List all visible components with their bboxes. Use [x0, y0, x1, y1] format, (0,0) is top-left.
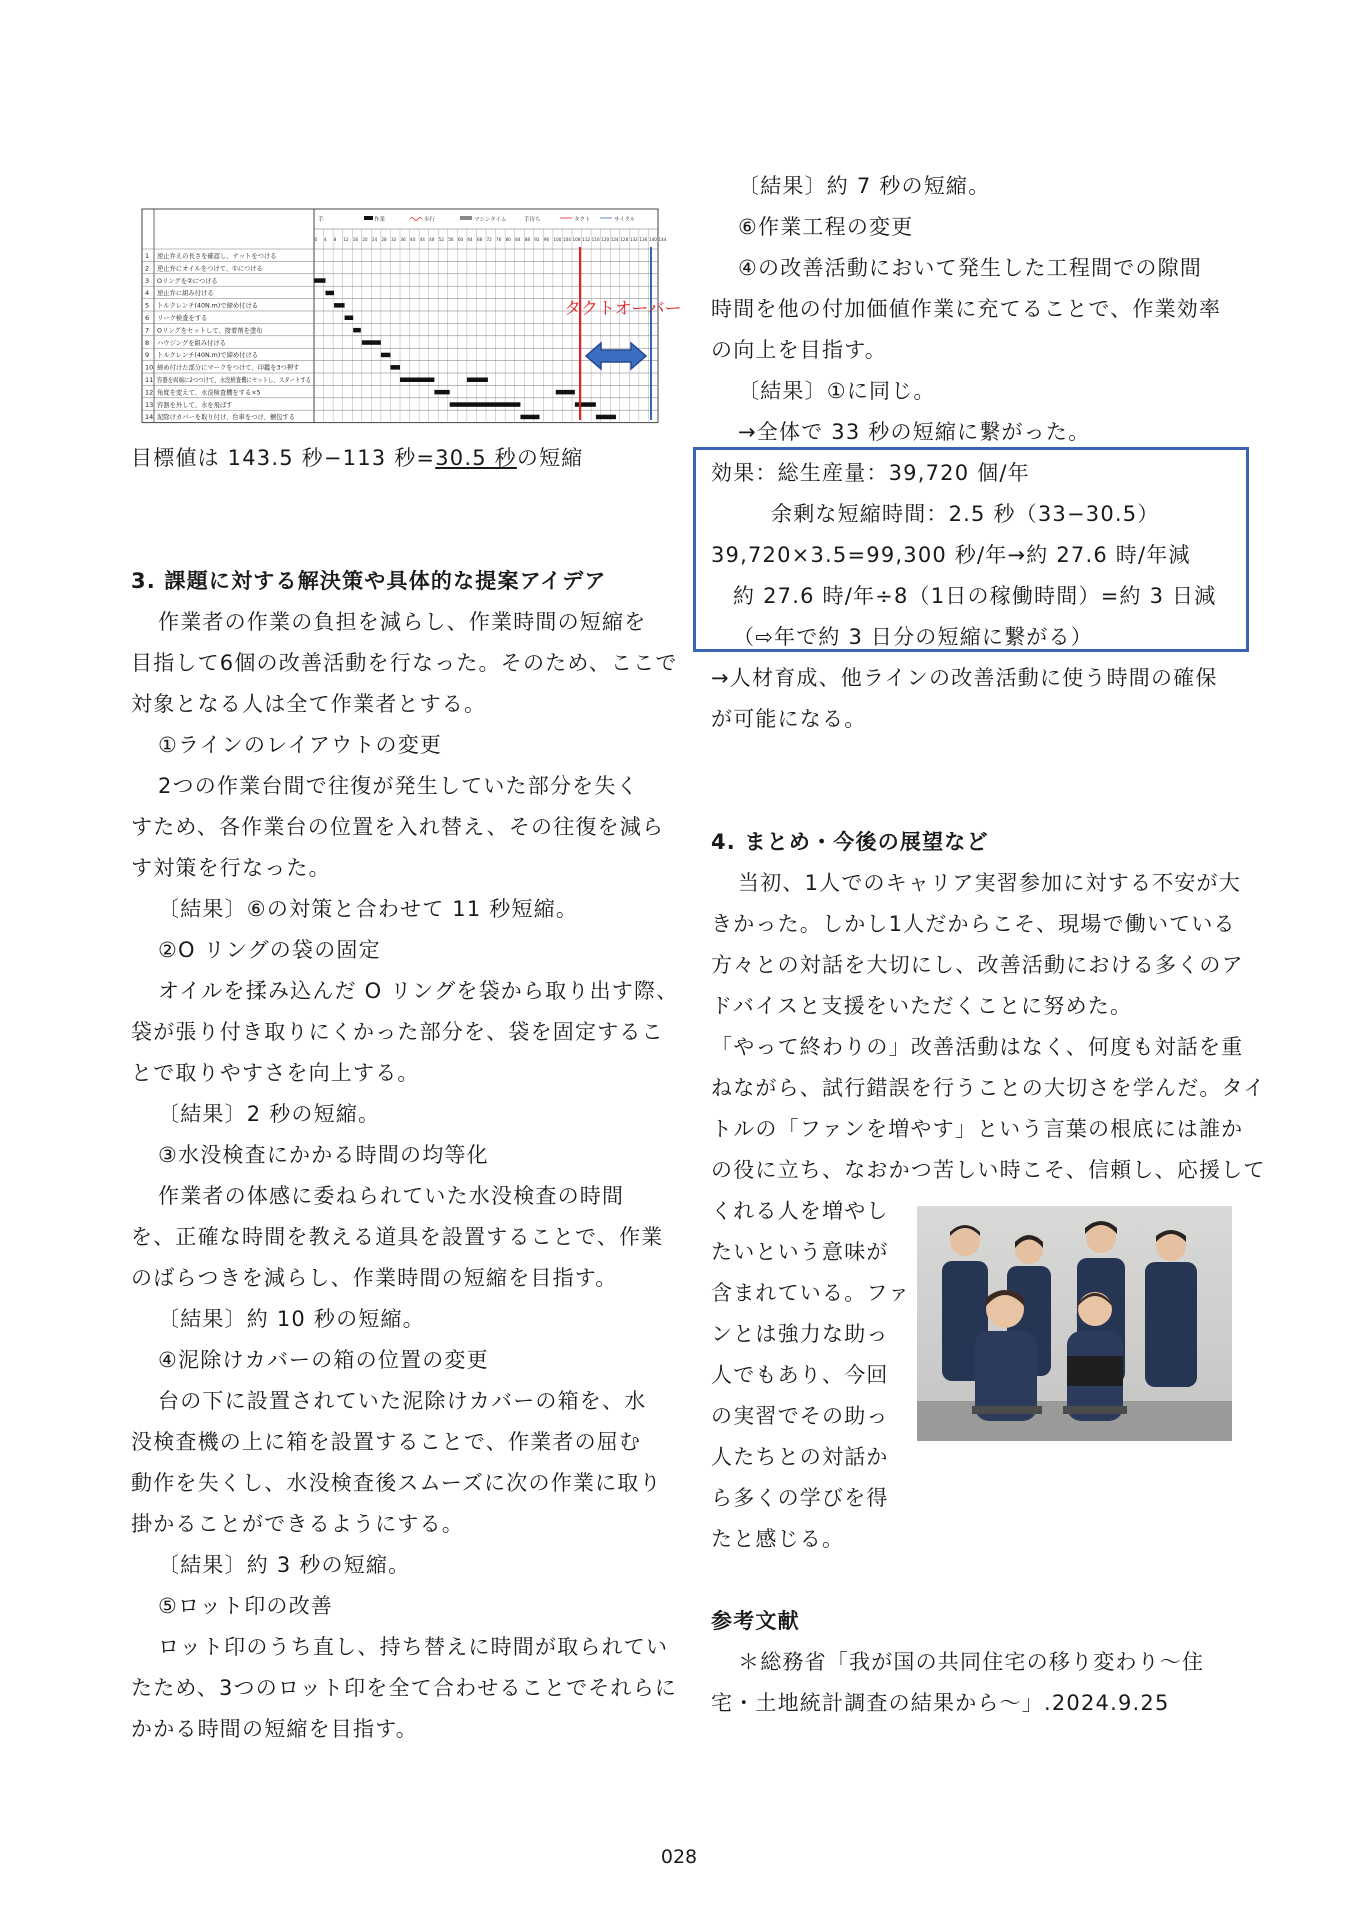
subheading-1: ①ラインのレイアウトの変更	[158, 733, 443, 757]
gantt-task-label: Oリングを②につける	[157, 277, 218, 285]
body-line: が可能になる。	[711, 707, 867, 731]
gantt-task-label: トルクレンチ(40N.m)で締め付ける	[157, 352, 259, 360]
gantt-time-tick: 68	[476, 237, 483, 242]
gantt-task-label: 容器を外して、水を飛ばす	[157, 401, 233, 409]
body-line: 人たちとの対話か	[711, 1445, 889, 1469]
gantt-legend-label: 作業	[374, 217, 386, 223]
gantt-task-label: 泥除けカバーを取り付け、台車をつけ、梱包する	[157, 414, 296, 422]
body-line: ドバイスと支援をいただくことに努めた。	[711, 994, 1133, 1018]
gantt-bar	[556, 390, 575, 395]
body-line: きかった。しかし1人だからこそ、現場で働いている	[711, 912, 1236, 936]
reference-line: 宅・土地統計調査の結果から～」.2024.9.25	[711, 1691, 1170, 1715]
gantt-time-tick: 20	[362, 237, 368, 242]
result-line: →全体で 33 秒の短縮に繋がった。	[738, 420, 1091, 444]
body-line: かかる時間の短縮を目指す。	[131, 1717, 418, 1741]
gantt-time-tick: 92	[534, 237, 540, 242]
target-value-underlined: 30.5 秒	[435, 446, 517, 470]
gantt-time-tick: 120	[601, 237, 610, 242]
subheading-3: ③水没検査にかかる時間の均等化	[158, 1143, 489, 1167]
gantt-time-tick: 116	[591, 237, 600, 242]
gantt-time-tick: 8	[333, 237, 337, 242]
subheading-2: ②O リングの袋の固定	[158, 938, 381, 962]
body-line: たいという意味が	[711, 1240, 889, 1264]
gantt-chart-figure	[140, 207, 682, 445]
gantt-task-label: 締め付けた部分にマークをつけて、印鑑を3つ押す	[157, 364, 300, 372]
gantt-task-number: 5	[145, 301, 150, 310]
gantt-task-number: 9	[145, 351, 150, 360]
gantt-task-number: 2	[145, 264, 150, 273]
effect-line: 効果：総生産量：39,720 個/年	[711, 461, 1030, 485]
effect-line: 余剰な短縮時間：2.5 秒（33−30.5）	[771, 502, 1160, 526]
gantt-legend-label: 手待ち	[524, 217, 541, 223]
body-line: 掛かることができるようにする。	[131, 1512, 464, 1536]
body-line: 方々との対話を大切にし、改善活動における多くのア	[711, 953, 1244, 977]
gantt-task-number: 10	[145, 363, 154, 372]
body-line: とで取りやすさを向上する。	[131, 1061, 420, 1085]
gantt-bar	[362, 340, 381, 345]
body-line: 「やって終わりの」改善活動はなく、何度も対話を重	[711, 1035, 1244, 1059]
gantt-task-label: 角度を変えて、水没検査機をする×5	[157, 389, 261, 397]
body-line: す対策を行なった。	[131, 856, 331, 880]
body-line: のばらつきを減らし、作業時間の短縮を目指す。	[131, 1266, 618, 1290]
gantt-bar	[575, 402, 596, 407]
body-line: ら多くの学びを得	[711, 1486, 889, 1510]
gantt-time-tick: 12	[343, 237, 349, 242]
body-line: 目指して6個の改善活動を行なった。そのため、ここで	[131, 651, 678, 675]
subheading-5: ⑤ロット印の改善	[158, 1594, 334, 1618]
gantt-time-tick: 136	[639, 237, 648, 242]
gantt-legend-label: タクト	[574, 217, 591, 223]
gantt-time-tick: 24	[371, 237, 378, 242]
takt-over-label: タクトオーバー	[564, 299, 682, 319]
result-line: 〔結果〕約 3 秒の短縮。	[158, 1553, 411, 1577]
gantt-task-number: 11	[145, 376, 154, 384]
body-line: ンとは強力な助っ	[711, 1322, 889, 1346]
body-line: すため、各作業台の位置を入れ替え、その往復を減ら	[131, 815, 665, 839]
result-line: 〔結果〕2 秒の短縮。	[158, 1102, 381, 1126]
body-line: 人でもあり、今回	[711, 1363, 889, 1387]
gantt-legend-label: 歩行	[424, 217, 436, 223]
gantt-time-tick: 140	[648, 237, 657, 242]
gantt-time-tick: 112	[582, 237, 591, 242]
group-photo-image	[917, 1206, 1232, 1441]
gantt-bar	[450, 402, 521, 407]
gantt-bar	[345, 316, 354, 321]
gantt-bar	[314, 278, 325, 283]
gantt-time-tick: 56	[448, 237, 454, 242]
gantt-time-tick: 28	[381, 237, 387, 242]
gantt-bar	[400, 378, 434, 383]
gantt-task-label: 逆止弁にオイルをつけて、①につける	[157, 265, 263, 273]
target-value-line: 目標値は 143.5 秒−113 秒=30.5 秒の短縮	[131, 446, 584, 470]
gantt-time-tick: 32	[390, 237, 397, 242]
gantt-time-tick: 84	[515, 237, 521, 242]
gantt-task-label: ハウジングを組み付ける	[157, 339, 226, 347]
body-line: 袋が張り付き取りにくかった部分を、袋を固定するこ	[131, 1020, 664, 1044]
body-line: 対象となる人は全て作業者とする。	[131, 692, 487, 716]
right-column	[711, 166, 1266, 1724]
gantt-bar	[334, 303, 345, 308]
gantt-task-number: 12	[145, 388, 154, 397]
gantt-task-number: 1	[145, 252, 150, 260]
gantt-time-tick: 0	[314, 237, 318, 242]
body-line: くれる人を増やし	[711, 1199, 889, 1223]
gantt-bar	[381, 353, 391, 358]
gantt-task-number: 13	[145, 400, 154, 409]
gantt-time-tick: 16	[352, 237, 359, 242]
gantt-time-tick: 88	[524, 237, 531, 242]
body-line: 含まれている。ファ	[711, 1281, 911, 1305]
gantt-bar	[390, 365, 400, 370]
references-heading: 参考文献	[711, 1609, 800, 1633]
section-4-heading: 4. まとめ・今後の展望など	[711, 830, 989, 854]
result-line: 〔結果〕約 7 秒の短縮。	[738, 174, 991, 198]
gantt-time-tick: 60	[457, 237, 464, 242]
gantt-task-number: 8	[145, 338, 150, 347]
reference-line: ＊総務省「我が国の共同住宅の移り変わり～住	[738, 1650, 1205, 1674]
body-line: 2つの作業台間で往復が発生していた部分を失く	[158, 774, 639, 798]
gantt-time-tick: 80	[505, 237, 511, 242]
body-line: を、正確な時間を教える道具を設置することで、作業	[131, 1225, 664, 1249]
gantt-task-number: 3	[145, 276, 150, 285]
gantt-time-tick: 64	[467, 237, 473, 242]
gantt-task-label: 逆止弁に組み付ける	[157, 290, 214, 298]
body-line: 当初、1人でのキャリア実習参加に対する不安が大	[738, 871, 1241, 895]
body-line: 作業者の作業の負担を減らし、作業時間の短縮を	[158, 610, 647, 634]
body-line: たため、3つのロット印を全て合わせることでそれらに	[131, 1676, 678, 1700]
body-line: オイルを揉み込んだ O リングを袋から取り出す際、	[158, 979, 679, 1003]
gantt-time-tick: 96	[543, 237, 550, 242]
gantt-time-tick: 40	[410, 237, 416, 242]
gantt-time-tick: 76	[496, 237, 502, 242]
body-line: たと感じる。	[711, 1527, 845, 1551]
subheading-6: ⑥作業工程の変更	[738, 215, 914, 239]
body-line: 動作を失くし、水没検査後スムーズに次の作業に取り	[131, 1471, 662, 1495]
body-line: →人材育成、他ラインの改善活動に使う時間の確保	[711, 666, 1218, 690]
body-line: の向上を目指す。	[711, 338, 887, 362]
body-line: 台の下に設置されていた泥除けカバーの箱を、水	[158, 1389, 647, 1413]
body-line: の役に立ち、なおかつ苦しい時こそ、信頼し、応援して	[711, 1158, 1266, 1182]
gantt-time-tick: 104	[562, 237, 571, 242]
gantt-legend-label: サイクル	[614, 217, 636, 223]
group-photo	[917, 1206, 1232, 1441]
gantt-task-label: 逆止弁えの長さを確認し、ナットをつける	[157, 253, 277, 260]
result-line: 〔結果〕約 10 秒の短縮。	[158, 1307, 425, 1331]
gantt-task-number: 7	[145, 326, 150, 335]
gantt-time-tick: 72	[486, 237, 492, 242]
gantt-task-label: トルクレンチ(40N.m)で締め付ける	[157, 302, 259, 310]
gantt-time-tick: 132	[629, 237, 638, 242]
gantt-time-tick: 144	[658, 237, 667, 242]
body-line: 時間を他の付加価値作業に充てることで、作業効率	[711, 297, 1222, 321]
gantt-time-tick: 124	[610, 237, 619, 242]
gantt-bar	[520, 415, 539, 420]
effect-line: 39,720×3.5=99,300 秒/年→約 27.6 時/年減	[711, 543, 1191, 567]
body-line: 作業者の体感に委ねられていた水没検査の時間	[158, 1184, 625, 1208]
gantt-task-label: リーク検査をする	[157, 315, 208, 322]
gantt-legend-label: マシンタイム	[474, 217, 507, 223]
gantt-time-tick: 128	[620, 237, 629, 242]
gantt-time-tick: 108	[572, 237, 581, 242]
gantt-bar	[353, 328, 361, 333]
gantt-bar	[434, 390, 449, 395]
gantt-time-tick: 36	[400, 237, 406, 242]
effect-line: （⇨年で約 3 日分の短縮に繋がる）	[733, 625, 1093, 649]
gantt-legend-label: 手	[318, 217, 324, 223]
gantt-bar	[596, 415, 616, 420]
body-line: ④の改善活動において発生した工程間での隙間	[738, 256, 1203, 280]
gantt-chart-svg	[140, 207, 682, 445]
gantt-time-tick: 48	[429, 237, 435, 242]
page-number: 028	[660, 1846, 698, 1868]
gantt-time-tick: 4	[324, 237, 327, 242]
body-line: ロット印のうち直し、持ち替えに時間が取られてい	[158, 1635, 669, 1659]
subheading-4: ④泥除けカバーの箱の位置の変更	[158, 1348, 489, 1372]
left-column	[131, 438, 679, 1750]
gantt-task-label: 容器を両端に2つつけて、水没検査機にセットし、スタートする	[157, 377, 338, 384]
gantt-bar	[325, 291, 334, 296]
gantt-task-label: Oリングをセットして、接着剤を塗布	[157, 327, 263, 335]
body-line: ねながら、試行錯誤を行うことの大切さを学んだ。タイ	[711, 1076, 1266, 1100]
body-line: 没検査機の上に箱を設置することで、作業者の屈む	[131, 1430, 642, 1454]
gantt-time-tick: 100	[553, 237, 562, 242]
result-line: 〔結果〕①に同じ。	[738, 379, 936, 403]
result-line: 〔結果〕⑥の対策と合わせて 11 秒短縮。	[158, 897, 579, 921]
gantt-time-tick: 44	[419, 237, 425, 242]
gantt-time-tick: 52	[438, 237, 445, 242]
gantt-background	[140, 207, 662, 445]
gantt-task-number: 4	[145, 289, 150, 298]
section-3-heading: 3. 課題に対する解決策や具体的な提案アイデア	[131, 569, 607, 593]
gantt-task-number: 14	[145, 413, 154, 422]
effect-line: 約 27.6 時/年÷8（1日の稼働時間）=約 3 日減	[733, 584, 1217, 608]
body-line: トルの「ファンを増やす」という言葉の根底には誰か	[711, 1117, 1244, 1141]
gantt-task-number: 6	[145, 314, 150, 322]
gantt-bar	[467, 378, 488, 383]
body-line: の実習でその助っ	[711, 1404, 889, 1428]
